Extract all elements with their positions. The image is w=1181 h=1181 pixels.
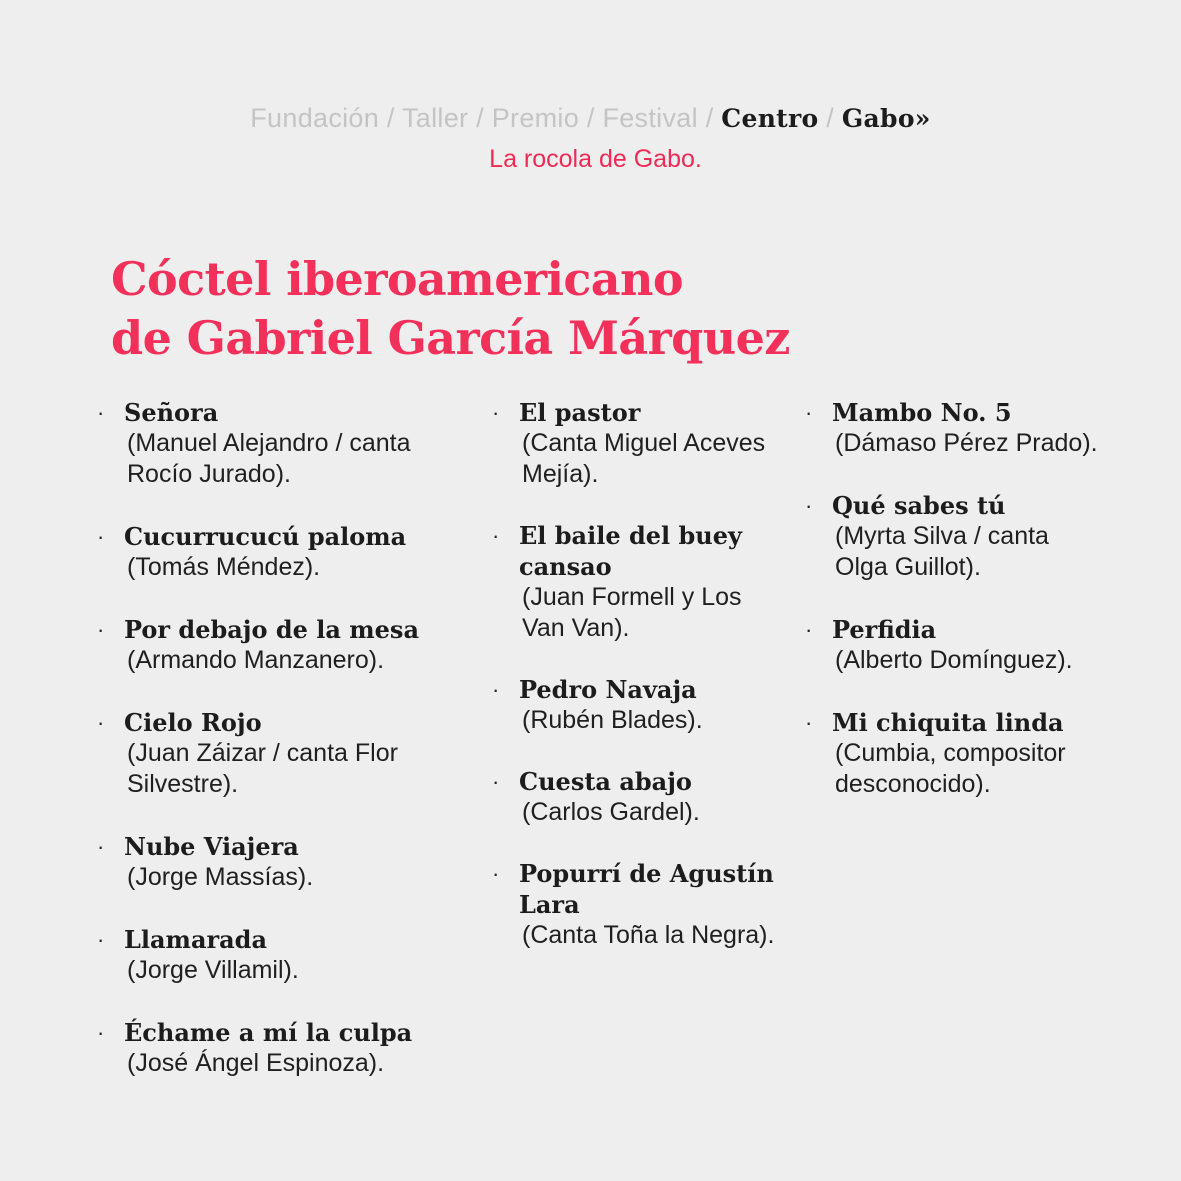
page-title-line-1: Cóctel iberoamericano (111, 252, 683, 306)
nav-item-festival[interactable]: Festival (602, 103, 698, 133)
bullet-icon: · (97, 710, 105, 735)
song-list-item (805, 614, 1105, 676)
song-list-item (805, 707, 1105, 800)
bullet-icon: · (97, 617, 105, 642)
song-list-item (97, 614, 457, 676)
nav-item-taller[interactable]: Taller (401, 103, 469, 133)
song-credit: (Canta Miguel Aceves Mejía). (522, 429, 766, 488)
bullet-icon: · (492, 523, 500, 548)
song-title: Cucurrucucú paloma (124, 522, 407, 551)
song-credit: (Juan Formell y Los Van Van). (522, 583, 742, 642)
bullet-icon: · (97, 834, 105, 859)
song-title: Mi chiquita linda (832, 708, 1064, 737)
bullet-icon: · (97, 1020, 105, 1045)
song-list-item (97, 521, 457, 583)
song-credit: (Dámaso Pérez Prado). (835, 429, 1098, 457)
song-credit: (Myrta Silva / canta Olga Guillot). (835, 522, 1049, 581)
nav-separator: / (697, 103, 722, 133)
song-title: Señora (124, 398, 219, 427)
song-title: Popurrí de Agustín Lara (519, 859, 774, 919)
page-title-line-2: de Gabriel García Márquez (111, 311, 790, 365)
bullet-icon: · (492, 769, 500, 794)
song-column-2 (492, 397, 782, 981)
song-title: Échame a mí la culpa (124, 1018, 413, 1047)
song-credit: (Jorge Villamil). (127, 956, 299, 984)
song-list-item (97, 1017, 457, 1079)
song-credit: (Tomás Méndez). (127, 553, 321, 581)
nav-separator: / (579, 103, 603, 133)
song-credit: (Canta Toña la Negra). (522, 921, 775, 949)
bullet-icon: · (805, 400, 813, 425)
nav-item-premio[interactable]: Premio (491, 103, 580, 133)
song-title: Llamarada (124, 925, 268, 954)
nav-separator: / (818, 103, 842, 133)
song-list-item (97, 831, 457, 893)
bullet-icon: · (492, 677, 500, 702)
song-title: El pastor (519, 398, 641, 427)
song-list-item (805, 490, 1105, 583)
breadcrumb-nav (0, 103, 1181, 134)
bullet-icon: · (805, 617, 813, 642)
song-title: Perfidia (832, 615, 937, 644)
song-list-item (97, 397, 457, 490)
nav-item-centro[interactable]: Centro (721, 104, 819, 133)
bullet-icon: · (805, 710, 813, 735)
nav-item-gabo[interactable]: Gabo» (841, 104, 931, 133)
song-title: Pedro Navaja (519, 675, 697, 704)
nav-separator: / (379, 103, 402, 133)
song-title: Cuesta abajo (519, 767, 692, 796)
song-credit: (Rubén Blades). (522, 706, 703, 734)
nav-item-fundacion[interactable]: Fundación (250, 103, 380, 133)
nav-separator: / (468, 103, 492, 133)
song-credit: (Jorge Massías). (127, 863, 314, 891)
song-title: Nube Viajera (124, 832, 299, 861)
song-list-item (97, 924, 457, 986)
song-list-item (492, 674, 782, 736)
song-credit: (José Ángel Espinoza). (127, 1049, 385, 1077)
song-title: Mambo No. 5 (832, 398, 1012, 427)
bullet-icon: · (805, 493, 813, 518)
bullet-icon: · (97, 400, 105, 425)
song-list-item (492, 397, 782, 490)
song-credit: (Armando Manzanero). (127, 646, 385, 674)
song-credit: (Carlos Gardel). (522, 798, 700, 826)
song-list-item (492, 858, 782, 951)
song-list-item (492, 520, 782, 644)
page-subtitle: La rocola de Gabo. (489, 145, 702, 173)
bullet-icon: · (492, 400, 500, 425)
song-credit: (Cumbia, compositor desconocido). (835, 739, 1066, 798)
song-credit: (Manuel Alejandro / canta Rocío Jurado). (127, 429, 411, 488)
song-list-item (805, 397, 1105, 459)
song-title: Cielo Rojo (124, 708, 262, 737)
song-column-1 (97, 397, 457, 1110)
song-credit: (Juan Záizar / canta Flor Silvestre). (127, 739, 398, 798)
bullet-icon: · (492, 861, 500, 886)
song-list-item (97, 707, 457, 800)
song-title: Qué sabes tú (832, 491, 1006, 520)
song-credit: (Alberto Domínguez). (835, 646, 1073, 674)
bullet-icon: · (97, 524, 105, 549)
song-list-item (492, 766, 782, 828)
song-title: Por debajo de la mesa (124, 615, 419, 644)
bullet-icon: · (97, 927, 105, 952)
song-title: El baile del buey cansao (519, 521, 742, 581)
song-column-3 (805, 397, 1105, 831)
page-title (111, 250, 790, 368)
